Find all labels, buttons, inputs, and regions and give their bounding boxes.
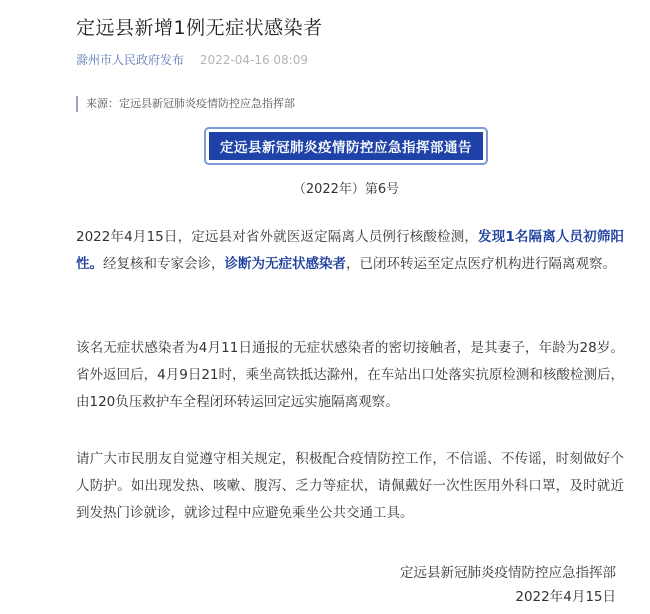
source-line: 来源：定远县新冠肺炎疫情防控应急指挥部 [76, 96, 295, 112]
notice-banner-frame [204, 127, 488, 165]
paragraph-2: 该名无症状感染者为4月11日通报的无症状感染者的密切接触者，是其妻子，年龄为28岁。省外返回后，4月9日21时，乘坐高铁抵达滁州，在车站出口处落实抗原检测和核酸检测后，由120负压救护车全程闭环转运回定远实施隔离观察。 [76, 340, 624, 410]
publisher-link[interactable]: 滁州市人民政府发布 [76, 53, 185, 67]
paragraph-1-text-a: 2022年4月15日，定远县对省外就医返定隔离人员例行核酸检测， [76, 229, 479, 245]
paragraph-3: 请广大市民朋友自觉遵守相关规定，积极配合疫情防控工作，不信谣、不传谣，时刻做好个人防护。如出现发热、咳嗽、腹泻、乏力等症状，请佩戴好一次性医用外科口罩，及时就近到发热门诊就诊，就诊过程中应避免乘坐公共交通工具。 [76, 451, 624, 521]
paragraph-1-highlight-positive: 发现1名隔离人员初筛阳性。 [76, 229, 624, 272]
signature-org: 定远县新冠肺炎疫情防控应急指挥部 [400, 565, 616, 581]
paragraph-1-text-e: ，已闭环转运至定点医疗机构进行隔离观察。 [346, 256, 616, 272]
article-title: 定远县新增1例无症状感染者 [76, 17, 323, 39]
notice-banner: 定远县新冠肺炎疫情防控应急指挥部通告 [209, 132, 483, 160]
signature-date: 2022年4月15日 [515, 589, 616, 605]
document-number: （2022年）第6号 [292, 182, 400, 197]
publish-time: 2022-04-16 08:09 [199, 53, 308, 67]
article-meta [76, 51, 308, 68]
paragraph-1-highlight-diagnosis: 诊断为无症状感染者 [224, 256, 346, 272]
paragraph-1-text-c: 经复核和专家会诊， [103, 256, 225, 272]
paragraph-1 [76, 224, 624, 278]
